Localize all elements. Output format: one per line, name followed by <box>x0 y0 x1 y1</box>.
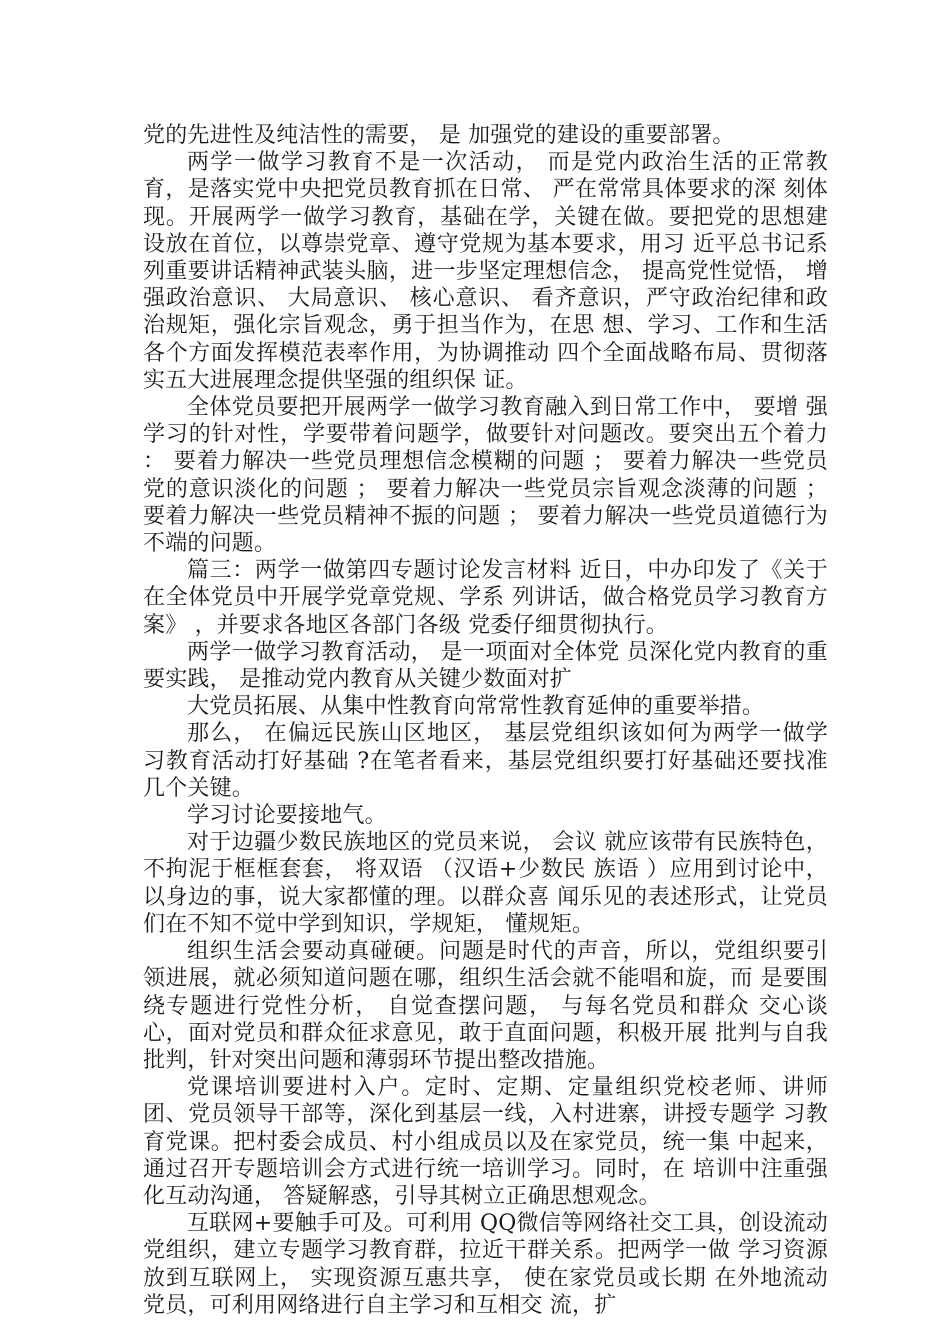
paragraph-activity-practice: 两学一做学习教育活动， 是一项面对全体党 员深化党内教育的重要实践， 是推动党内教育从关键少数面对扩 <box>143 639 828 693</box>
paragraph-all-party-members: 全体党员要把开展两学一做学习教育融入到日常工作中， 要增 强学习的针对性，学要带着问题学，做要针对问题改。要突出五个着力 ： 要着力解决一些党员理想信念模糊的问题 ； 要着力解决一些党员党的意识淡化的问题 ； 要着力解决一些党员宗旨观念淡薄的问题 ； 要着力解决一些党员精神不振的问题 ； 要着力解决一些党员道德行为不端的问题。 <box>143 395 828 557</box>
paragraph-activity-practice-cont: 大党员拓展、从集中性教育向常常性教育延伸的重要举措。 <box>187 694 765 720</box>
paragraph-learning-education: 两学一做学习教育不是一次活动， 而是党内政治生活的正常教 育，是落实党中央把党员教育抓在日常、 严在常常具体要求的深 刻体现。开展两学一做学习教育，基础在学，关键在做。要把党的思想建设放在首位，以尊崇党章、遵守党规为基本要求，用习 近平总书记系列重要讲话精神武装头脑，进一步坚定理想信念， 提高党性觉悟， 增强政治意识、 大局意识、 核心意识、 看齐意识，严守政治纪律和政治规矩，强化宗旨观念，勇于担当作为，在思 想、学习、工作和生活各个方面发挥模范表率作用，为协调推动 四个全面战略布局、贯彻落实五大进展理念提供坚强的组织保 证。 <box>143 150 828 393</box>
document-body <box>143 122 828 1319</box>
paragraph-remote-areas: 那么， 在偏远民族山区地区， 基层党组织该如何为两学一做学 习教育活动打好基础 ?在笔者看来，基层党组织要打好基础还要找准几个关键。 <box>143 721 828 801</box>
paragraph-heading-discussion: 学习讨论要接地气。 <box>187 803 387 829</box>
paragraph-border-minority: 对于边疆少数民族地区的党员来说， 会议 就应该带有民族特色， 不拘泥于框框套套， 将双语 （汉语+少数民 族语 ）应用到讨论中，以身边的事，说大家都懂的理。以群众喜 闻乐见的表述形式，让党员们在不知不觉中学到知识，学规矩， 懂规矩。 <box>143 830 828 937</box>
paragraph-continuation: 党的先进性及纯洁性的需要， 是 加强党的建设的重要部署。 <box>143 123 735 148</box>
paragraph-article-three: 篇三：两学一做第四专题讨论发言材料 近日，中办印发了《关于在全体党员中开展学党章党规、学系 列讲话，做合格党员学习教育方案》 ，并要求各地区各部门各级 党委仔细贯彻执行。 <box>143 558 828 638</box>
paragraph-organization-life: 组织生活会要动真碰硬。问题是时代的声音，所以，党组织要引领进展，就必须知道问题在哪，组织生活会就不能唱和旋，而 是要围绕专题进行党性分析， 自觉查摆问题， 与每名党员和群众 交心谈心，面对党员和群众征求意见，敢于直面问题，积极开展 批判与自我批判，针对突出问题和薄弱环节提出整改措施。 <box>143 939 828 1073</box>
paragraph-party-lecture: 党课培训要进村入户。定时、定期、定量组织党校老师、讲师团、党员领导干部等，深化到基层一线，入村进寨，讲授专题学 习教育党课。把村委会成员、村小组成员以及在家党员，统一集 中起来，通过召开专题培训会方式进行统一培训学习。同时，在 培训中注重强化互动沟通， 答疑解惑，引导其树立正确思想观念。 <box>143 1075 828 1209</box>
paragraph-internet-plus: 互联网+要触手可及。可利用 QQ微信等网络社交工具，创设流动党组织，建立专题学习教育群，拉近干群关系。把两学一做 学习资源放到互联网上， 实现资源互惠共享， 使在家党员或长期 在外地流动党员，可利用网络进行自主学习和互相交 流，扩 <box>143 1211 828 1318</box>
